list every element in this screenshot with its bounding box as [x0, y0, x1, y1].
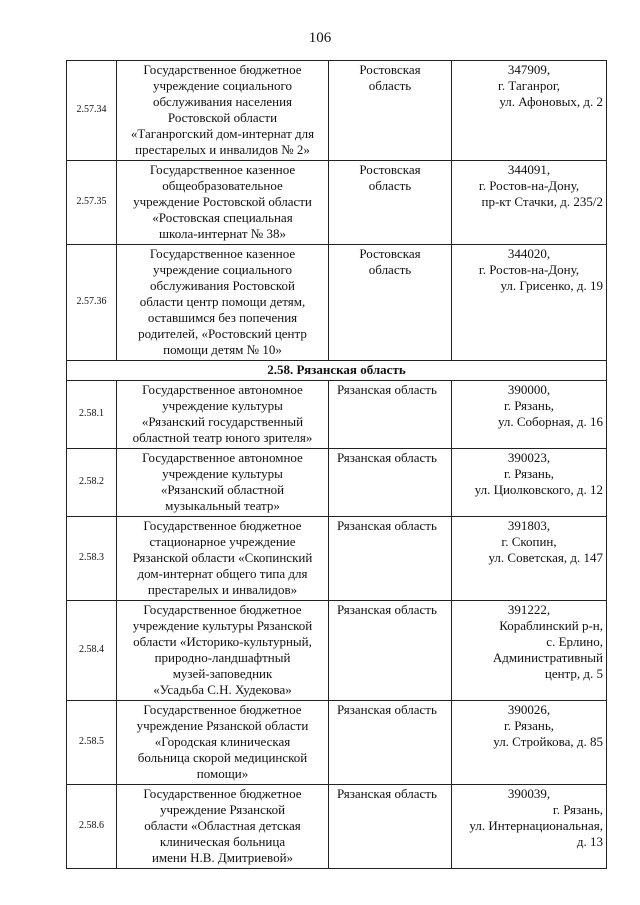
table-row — [67, 245, 607, 361]
institution-name-line: учреждение Рязанской области — [136, 718, 309, 733]
row-number: 2.58.1 — [67, 381, 117, 449]
institution-name-line: учреждение культуры Рязанской — [132, 618, 313, 633]
institution-name-line: природно-ландшафтный — [154, 650, 291, 665]
institution-name-line: учреждение культуры — [162, 466, 283, 481]
institution-name-line: оставшимся без попечения — [147, 310, 298, 325]
address-line: 390026, — [507, 702, 551, 717]
institution-name-line: школа-интернат № 38» — [159, 226, 286, 241]
address-line: г. Таганрог, — [498, 78, 560, 93]
address-line: 347909, — [507, 62, 551, 77]
section-title: 2.58. Рязанская область — [67, 361, 607, 381]
institution-name-line: больница скорой медицинской — [137, 750, 308, 765]
address — [452, 61, 607, 161]
address — [452, 381, 607, 449]
row-number: 2.57.35 — [67, 161, 117, 245]
institution-name-line: Государственное казенное — [149, 246, 296, 261]
institution-name-line: музыкальный театр» — [165, 498, 280, 513]
address-line: ул. Афоновых, д. 2 — [499, 94, 603, 109]
institution-name — [117, 245, 329, 361]
address-line: центр, д. 5 — [544, 666, 603, 681]
region-line: область — [368, 78, 412, 93]
address — [452, 601, 607, 701]
address — [452, 161, 607, 245]
address-line: ул. Стройкова, д. 85 — [493, 734, 603, 749]
region-line: область — [368, 178, 412, 193]
institution-name-line: клиническая больница — [159, 834, 286, 849]
institution-name-line: престарелых и инвалидов» — [147, 582, 298, 597]
institution-name-line: учреждение культуры — [162, 398, 283, 413]
institution-name-line: престарелых и инвалидов № 2» — [135, 142, 310, 157]
address-line: ул. Соборная, д. 16 — [497, 414, 603, 429]
table-row — [67, 449, 607, 517]
institution-name — [117, 161, 329, 245]
institution-name — [117, 701, 329, 785]
institution-name-line: Государственное казенное — [149, 162, 296, 177]
institution-name-line: учреждение Ростовской области — [133, 194, 312, 209]
institution-name-line: обслуживания Ростовской — [150, 278, 295, 293]
address-line: с. Ерлино, — [546, 634, 603, 649]
address — [452, 785, 607, 869]
region — [329, 61, 452, 161]
address — [452, 701, 607, 785]
address-line: г. Ростов-на-Дону, — [478, 178, 580, 193]
table-row — [67, 785, 607, 869]
address-line: ул. Грисенко, д. 19 — [500, 278, 603, 293]
address — [452, 245, 607, 361]
region-line: Ростовская — [359, 246, 421, 261]
region-line: Рязанская область — [337, 382, 437, 397]
institution-name-line: обслуживания населения — [152, 94, 293, 109]
institution-name — [117, 785, 329, 869]
address-line: 391222, — [507, 602, 551, 617]
institution-name-line: общеобразовательное — [162, 178, 283, 193]
institution-name-line: музей-заповедник — [172, 666, 273, 681]
table-row — [67, 601, 607, 701]
institution-name-line: Государственное бюджетное — [143, 602, 302, 617]
region-line: Ростовская — [359, 62, 421, 77]
institution-name-line: Государственное бюджетное — [143, 786, 302, 801]
address-line: г. Рязань, — [503, 718, 555, 733]
institution-name-line: Государственное бюджетное — [143, 518, 302, 533]
institution-name-line: дом-интернат общего типа для — [137, 566, 308, 581]
address-line: г. Рязань, — [503, 398, 555, 413]
region — [329, 449, 452, 517]
institution-name — [117, 381, 329, 449]
institution-name-line: помощи детям № 10» — [163, 342, 282, 357]
address-line: г. Рязань, — [552, 802, 603, 817]
institution-name-line: учреждение социального — [152, 78, 293, 93]
institution-name-line: областной театр юного зрителя» — [132, 430, 313, 445]
row-number: 2.58.2 — [67, 449, 117, 517]
section-header-row — [67, 361, 607, 381]
institution-name-line: «Рязанский государственный — [141, 414, 304, 429]
institution-name — [117, 61, 329, 161]
address-line: ул. Советская, д. 147 — [488, 550, 603, 565]
institution-name-line: Государственное автономное — [142, 382, 303, 397]
region-line: Ростовская — [359, 162, 421, 177]
address-line: д. 13 — [576, 834, 603, 849]
address-line: г. Рязань, — [503, 466, 555, 481]
address-line: 344091, — [507, 162, 551, 177]
region — [329, 785, 452, 869]
table-row — [67, 161, 607, 245]
institution-name-line: области центр помощи детям, — [139, 294, 306, 309]
region-line: Рязанская область — [337, 702, 437, 717]
page-number: 106 — [308, 30, 332, 46]
region — [329, 701, 452, 785]
row-number: 2.58.5 — [67, 701, 117, 785]
region — [329, 161, 452, 245]
institution-name-line: «Рязанский областной — [160, 482, 285, 497]
institution-name — [117, 517, 329, 601]
region-line: Рязанская область — [337, 786, 437, 801]
table-row — [67, 61, 607, 161]
region-line: Рязанская область — [337, 450, 437, 465]
address-line: ул. Интернациональная, — [469, 818, 603, 833]
row-number: 2.57.36 — [67, 245, 117, 361]
table-row — [67, 517, 607, 601]
institution-name-line: Рязанской области «Скопинский — [132, 550, 313, 565]
institution-name-line: Ростовской области — [167, 110, 278, 125]
table-row — [67, 701, 607, 785]
region — [329, 601, 452, 701]
institution-name-line: «Усадьба С.Н. Худекова» — [153, 682, 292, 697]
institution-name-line: Государственное бюджетное — [143, 62, 302, 77]
institution-name — [117, 601, 329, 701]
institution-name-line: имени Н.В. Дмитриевой» — [151, 850, 294, 865]
table-row — [67, 381, 607, 449]
institution-name-line: стационарное учреждение — [149, 534, 296, 549]
institution-name-line: области «Областная детская — [144, 818, 301, 833]
address-line: Административный — [492, 650, 603, 665]
institution-name-line: учреждение социального — [152, 262, 293, 277]
institutions-table — [66, 60, 607, 869]
institution-name-line: Государственное бюджетное — [143, 702, 302, 717]
address-line: 390023, — [507, 450, 551, 465]
address-line: г. Ростов-на-Дону, — [478, 262, 580, 277]
region — [329, 245, 452, 361]
address-line: 390039, — [507, 786, 551, 801]
region-line: Рязанская область — [337, 518, 437, 533]
address-line: г. Скопин, — [501, 534, 557, 549]
institution-name-line: области «Историко-культурный, — [133, 634, 312, 649]
region — [329, 517, 452, 601]
institution-name-line: учреждение Рязанской — [159, 802, 286, 817]
row-number: 2.58.3 — [67, 517, 117, 601]
institution-name-line: родителей, «Ростовский центр — [138, 326, 307, 341]
institution-name-line: «Городская клиническая — [154, 734, 291, 749]
row-number: 2.57.34 — [67, 61, 117, 161]
address — [452, 517, 607, 601]
address-line: ул. Циолковского, д. 12 — [474, 482, 603, 497]
row-number: 2.58.6 — [67, 785, 117, 869]
address-line: 344020, — [507, 246, 551, 261]
institution-name-line: «Ростовская специальная — [152, 210, 293, 225]
institution-name-line: «Таганрогский дом-интернат для — [130, 126, 315, 141]
address-line: 391803, — [507, 518, 551, 533]
row-number: 2.58.4 — [67, 601, 117, 701]
address — [452, 449, 607, 517]
institution-name — [117, 449, 329, 517]
region-line: Рязанская область — [337, 602, 437, 617]
region — [329, 381, 452, 449]
address-line: 390000, — [507, 382, 551, 397]
address-line: Кораблинский р-н, — [499, 618, 603, 633]
institution-name-line: помощи» — [196, 766, 249, 781]
region-line: область — [368, 262, 412, 277]
address-line: пр-кт Стачки, д. 235/2 — [481, 194, 603, 209]
institution-name-line: Государственное автономное — [142, 450, 303, 465]
